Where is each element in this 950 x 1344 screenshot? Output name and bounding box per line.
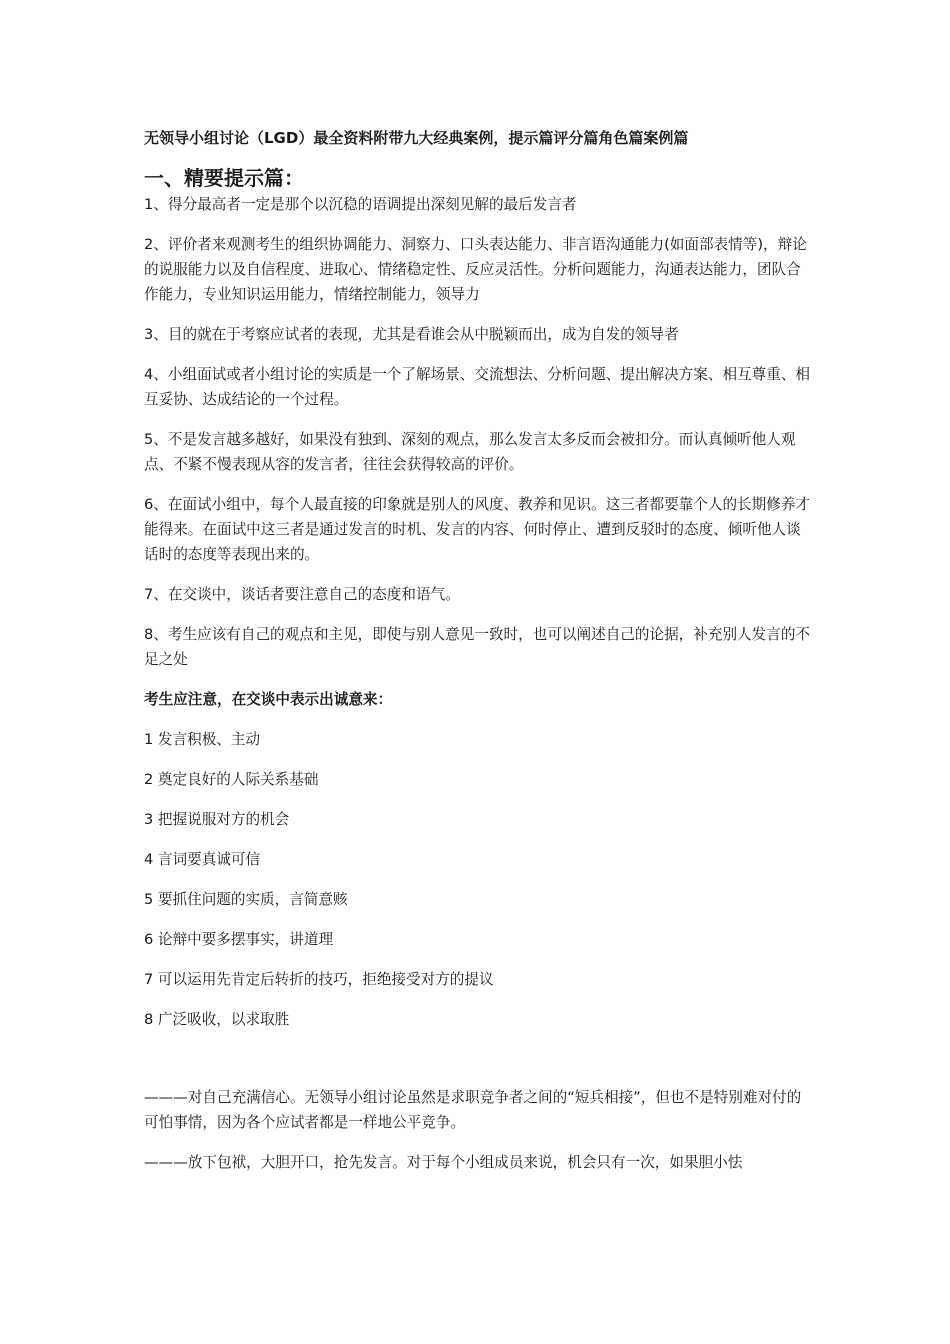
tip-paragraph: 7、在交谈中，谈话者要注意自己的态度和语气。 [144,586,460,603]
sincerity-list-item: 1 发言积极、主动 [144,731,261,748]
tip-paragraph: 2、评价者来观测考生的组织协调能力、洞察力、口头表达能力、非言语沟通能力(如面部表情等)，辩论的说服能力以及自信程度、进取心、情绪稳定性、反应灵活性。分析问题能力，沟通表达能力，团队合作能力，专业知识运用能力，情绪控制能力，领导力 [144,236,807,303]
closing-paragraph: ———放下包袱，大胆开口，抢先发言。对于每个小组成员来说，机会只有一次，如果胆小怯 [144,1154,743,1171]
tip-paragraph: 1、得分最高者一定是那个以沉稳的语调提出深刻见解的最后发言者 [144,196,577,213]
sincerity-list-item: 8 广泛吸收，以求取胜 [144,1011,290,1028]
tip-paragraph: 6、在面试小组中，每个人最直接的印象就是别人的风度、教养和见识。这三者都要靠个人的长期修养才能得来。在面试中这三者是通过发言的时机、发言的内容、何时停止、遭到反驳时的态度、倾听他人谈话时的态度等表现出来的。 [144,496,811,563]
sincerity-list-item: 5 要抓住问题的实质，言简意赅 [144,891,348,908]
closing-paragraph: ———对自己充满信心。无领导小组讨论虽然是求职竞争者之间的“短兵相接”，但也不是特别难对付的可怕事情，因为各个应试者都是一样地公平竞争。 [144,1089,802,1131]
document-title: 无领导小组讨论（LGD）最全资料附带九大经典案例，提示篇评分篇角色篇案例篇 [144,129,689,147]
tip-paragraph: 8、考生应该有自己的观点和主见，即使与别人意见一致时，也可以阐述自己的论据，补充别人发言的不足之处 [144,626,811,668]
blank-line [144,1047,810,1085]
sincerity-list-item: 7 可以运用先肯定后转折的技巧，拒绝接受对方的提议 [144,971,494,988]
tip-paragraph: 3、目的就在于考察应试者的表现，尤其是看谁会从中脱颖而出，成为自发的领导者 [144,326,679,343]
tip-paragraph: 5、不是发言越多越好，如果没有独到、深刻的观点，那么发言太多反而会被扣分。而认真倾听他人观点、不紧不慢表现从容的发言者，往往会获得较高的评价。 [144,431,796,473]
tip-paragraph: 4、小组面试或者小组讨论的实质是一个了解场景、交流想法、分析问题、提出解决方案、相互尊重、相互妥协、达成结论的一个过程。 [144,366,811,408]
sincerity-list-item: 6 论辩中要多摆事实，讲道理 [144,931,334,948]
section-heading: 一、精要提示篇： [144,166,304,190]
sincerity-list-item: 4 言词要真诚可信 [144,851,261,868]
sincerity-list-item: 3 把握说服对方的机会 [144,811,290,828]
sincerity-list-item: 2 奠定良好的人际关系基础 [144,771,319,788]
sincerity-heading: 考生应注意，在交谈中表示出诚意来： [144,691,393,708]
